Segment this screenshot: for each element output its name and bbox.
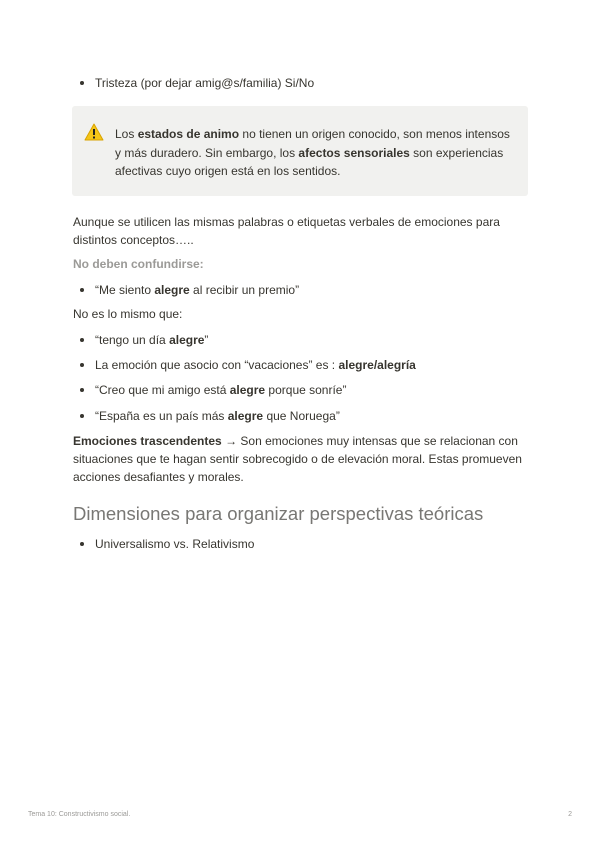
bullet-example-amigo: “Creo que mi amigo está alegre porque sonríe” <box>73 382 533 398</box>
bullet-tristeza: Tristeza (por dejar amig@s/familia) Si/No <box>73 75 533 91</box>
warning-callout <box>72 106 528 196</box>
bullet-example-premio: “Me siento alegre al recibir un premio” <box>73 282 533 298</box>
footer-title: Tema 10: Constructivismo social. <box>28 811 131 818</box>
emociones-trascendentes-paragraph: Emociones trascendentes → Son emociones muy intensas que se relacionan con situaciones que te hagan sentir sobrecogido o de elevación moral. Estas promueven acciones desafiantes y morales. <box>73 434 522 484</box>
section-heading: Dimensiones para organizar perspectivas teóricas <box>73 503 484 524</box>
callout-text: Los estados de animo no tienen un origen conocido, son menos intensos y más duradero. Sin embargo, los afectos sensoriales son experiencias afectivas cuyo origen está en los sentidos. <box>115 127 510 178</box>
page-number: 2 <box>568 811 572 818</box>
bullet-example-dia: “tengo un día alegre” <box>73 332 533 348</box>
bullet-example-vacaciones: La emoción que asocio con “vacaciones” es : alegre/alegría <box>73 357 533 373</box>
intro-paragraph: Aunque se utilicen las mismas palabras o etiquetas verbales de emociones para distintos conceptos….. <box>73 215 500 247</box>
no-confundirse-label: No deben confundirse: <box>73 257 204 271</box>
no-es-lo-mismo-label: No es lo mismo que: <box>73 307 183 321</box>
bullet-example-espana: “España es un país más alegre que Noruega” <box>73 408 533 424</box>
bullet-universalismo: Universalismo vs. Relativismo <box>73 536 533 552</box>
warning-icon <box>84 123 104 141</box>
